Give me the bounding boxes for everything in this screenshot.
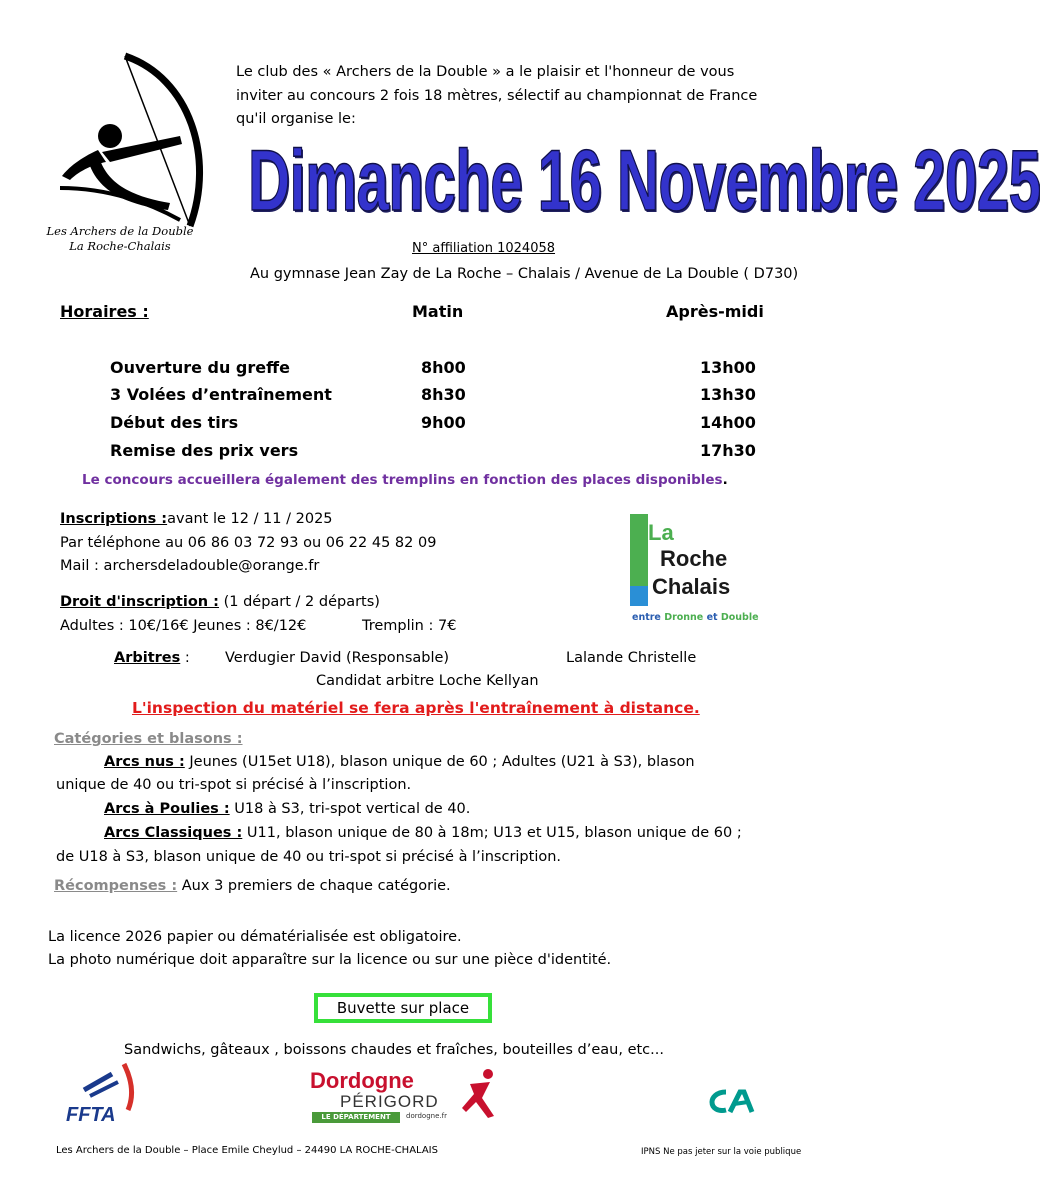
schedule-row-afternoon: 14h00	[700, 413, 756, 432]
fees: Adultes : 10€/16€ Jeunes : 8€/12€	[60, 618, 307, 634]
arcs-nus-line2: unique de 40 ou tri-spot si précisé à l’inscription.	[56, 777, 412, 793]
credit-agricole-icon	[708, 1086, 758, 1116]
recompenses-title: Récompenses :	[54, 878, 178, 894]
inscriptions-deadline: avant le 12 / 11 / 2025	[167, 511, 333, 527]
schedule-row-afternoon: 17h30	[700, 441, 756, 460]
schedule-row-afternoon: 13h30	[700, 385, 756, 404]
schedule-title: Horaires :	[60, 302, 149, 321]
club-logo-line2: La Roche-Chalais	[69, 239, 171, 253]
licence-line1: La licence 2026 papier ou dématérialisée est obligatoire.	[48, 929, 462, 945]
club-logo-line1: Les Archers de la Double	[46, 224, 194, 238]
arcs-poulies-title: Arcs à Poulies :	[104, 801, 230, 817]
ffta-text: FFTA	[66, 1104, 116, 1126]
buvette-box	[314, 993, 492, 1023]
event-date-title: Dimanche 16 Novembre 2025	[248, 133, 1040, 229]
fee-title: Droit d'inscription :	[60, 594, 219, 610]
schedule-col-morning: Matin	[412, 302, 464, 321]
logo-roche: Roche	[660, 546, 728, 571]
venue: Au gymnase Jean Zay de La Roche – Chalais / Avenue de La Double ( D730)	[250, 266, 799, 282]
recompenses-line: Récompenses : Aux 3 premiers de chaque catégorie.	[54, 878, 451, 894]
arcs-classiques-line2: de U18 à S3, blason unique de 40 ou tri-spot si précisé à l’inscription.	[56, 849, 562, 865]
arbitres-title-line: Arbitres :	[114, 650, 190, 666]
credit-agricole-logo	[708, 1086, 758, 1116]
archer-icon	[40, 48, 220, 228]
schedule-row-morning: 8h30	[421, 385, 466, 404]
roche-chalais-logo	[622, 510, 759, 630]
footer-ipns: IPNS Ne pas jeter sur la voie publique	[641, 1147, 802, 1157]
ffta-logo	[62, 1060, 142, 1130]
arbitre-candidate: Candidat arbitre Loche Kellyan	[316, 673, 539, 689]
inscriptions-title: Inscriptions :	[60, 511, 168, 527]
arcs-classiques-line: Arcs Classiques : U11, blason unique de 80 à 18m; U13 et U15, blason unique de 60 ;	[104, 825, 742, 841]
schedule-row-label: 3 Volées d’entraînement	[110, 385, 332, 404]
logo-side-bar-blue	[630, 586, 648, 606]
runner-icon	[460, 1068, 500, 1120]
departement-band: LE DÉPARTEMENT	[312, 1112, 400, 1123]
ffta-arrows-icon	[62, 1060, 142, 1110]
tremplins-note	[82, 472, 728, 488]
arcs-poulies-line: Arcs à Poulies : U18 à S3, tri-spot vertical de 40.	[104, 801, 471, 817]
footer-address: Les Archers de la Double – Place Emile Cheylud – 24490 LA ROCHE-CHALAIS	[56, 1145, 438, 1156]
schedule-col-afternoon: Après-midi	[666, 302, 764, 321]
arbitre-1: Verdugier David (Responsable)	[225, 650, 450, 666]
schedule-row-afternoon: 13h00	[700, 358, 756, 377]
schedule-row-morning: 9h00	[421, 413, 466, 432]
dordogne-url: dordogne.fr	[406, 1112, 447, 1120]
dordogne-text: Dordogne	[310, 1068, 414, 1093]
inscriptions-line	[60, 511, 333, 527]
licence-line2: La photo numérique doit apparaître sur la licence ou sur une pièce d'identité.	[48, 952, 612, 968]
club-logo	[40, 48, 220, 258]
perigord-text: PÉRIGORD	[340, 1092, 439, 1111]
arbitres-title: Arbitres	[114, 650, 181, 666]
snacks: Sandwichs, gâteaux , boissons chaudes et fraîches, bouteilles d’eau, etc...	[124, 1042, 664, 1058]
inscriptions-phone: Par téléphone au 06 86 03 72 93 ou 06 22 45 82 09	[60, 535, 437, 551]
dordogne-logo	[310, 1068, 500, 1128]
intro-line1: Le club des « Archers de la Double » a le plaisir et l'honneur de vous	[236, 64, 735, 80]
arbitre-2: Lalande Christelle	[566, 650, 697, 666]
tremplin-fee: Tremplin : 7€	[362, 618, 457, 634]
inscriptions-mail: Mail : archersdeladouble@orange.fr	[60, 558, 320, 574]
arcs-classiques-title: Arcs Classiques :	[104, 825, 243, 841]
tremplins-note-text: Le concours accueillera également des tremplins en fonction des places disponibles	[82, 472, 723, 488]
buvette-label: Buvette sur place	[336, 999, 470, 1017]
intro-line2: inviter au concours 2 fois 18 mètres, sélectif au championnat de France	[236, 88, 758, 104]
logo-la: La	[648, 520, 674, 545]
arcs-nus-line: Arcs nus : Jeunes (U15et U18), blason unique de 60 ; Adultes (U21 à S3), blason	[104, 754, 695, 770]
schedule-row-label: Début des tirs	[110, 413, 239, 432]
schedule-row-label: Remise des prix vers	[110, 441, 299, 460]
schedule-row-morning: 8h00	[421, 358, 466, 377]
affiliation-number: N° affiliation 1024058	[412, 241, 556, 256]
categories-title: Catégories et blasons :	[54, 731, 243, 747]
logo-chalais: Chalais	[652, 574, 731, 599]
inspection-notice: L'inspection du matériel se fera après l'entraînement à distance.	[132, 699, 700, 717]
schedule-row-label: Ouverture du greffe	[110, 358, 290, 377]
intro-line3: qu'il organise le:	[236, 111, 356, 127]
tremplins-note-dot: .	[722, 472, 728, 488]
fee-note: (1 départ / 2 départs)	[218, 594, 380, 610]
logo-tagline: entre Dronne et Double	[632, 612, 759, 623]
fee-line	[60, 594, 380, 610]
arcs-nus-title: Arcs nus :	[104, 754, 185, 770]
